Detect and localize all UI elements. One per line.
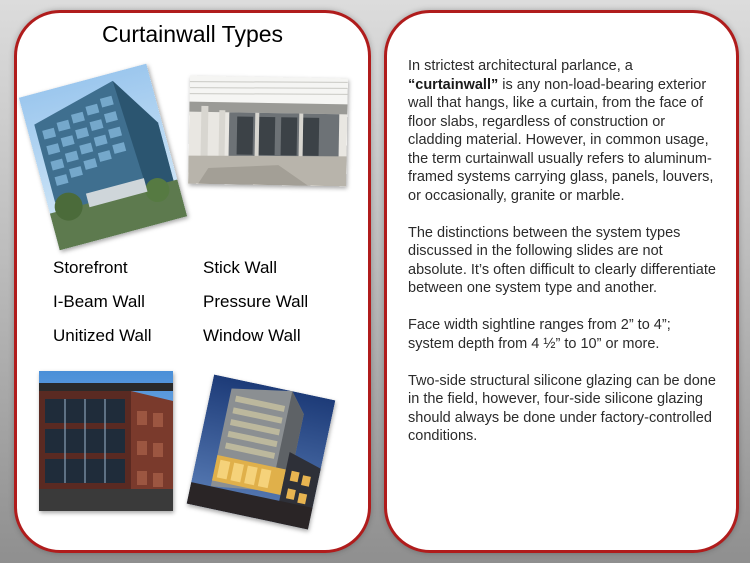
type-storefront: Storefront [53,258,128,277]
curtainwall-term: “curtainwall” [408,76,499,93]
definition-body: is any non-load-bearing exterior wall that hangs, like a curtain, from the face of floor slabs, regardless of construction or cladding material. However, in common usage, the term curtainwall usually refers to aluminum-framed systems carrying glass, panels, louvers, or occasionally, granite or marble. [408,76,714,204]
corner-glass-building-photo [39,371,173,511]
plaza-columns-photo [188,76,348,187]
paragraph-distinctions: The distinctions between the system types discussed in the following slides are not absolute. It’s often difficult to clearly differentiate between one system type and another. [408,224,716,296]
night-tower-photo [187,375,336,530]
type-ibeam-wall: I-Beam Wall [53,292,145,311]
definition-intro: In strictest architectural parlance, a [408,58,633,74]
description-text [408,57,720,464]
paragraph-sightline: Face width sightline ranges from 2” to 4”; system depth from 4 ½” to 10” or more. [408,317,671,352]
paragraph-definition [408,57,720,205]
panel-title: Curtainwall Types [101,21,284,47]
blue-glass-building-photo [19,64,187,251]
type-pressure-wall: Pressure Wall [203,292,309,311]
paragraph-glazing: Two-side structural silicone glazing can be done in the field, however, four-side silicone glazing should always be done under factory-controlled conditions. [408,372,716,444]
right-panel [384,10,739,553]
type-unitized-wall: Unitized Wall [53,326,152,345]
left-panel [14,10,371,553]
type-stick-wall: Stick Wall [203,258,277,277]
type-window-wall: Window Wall [203,326,301,345]
